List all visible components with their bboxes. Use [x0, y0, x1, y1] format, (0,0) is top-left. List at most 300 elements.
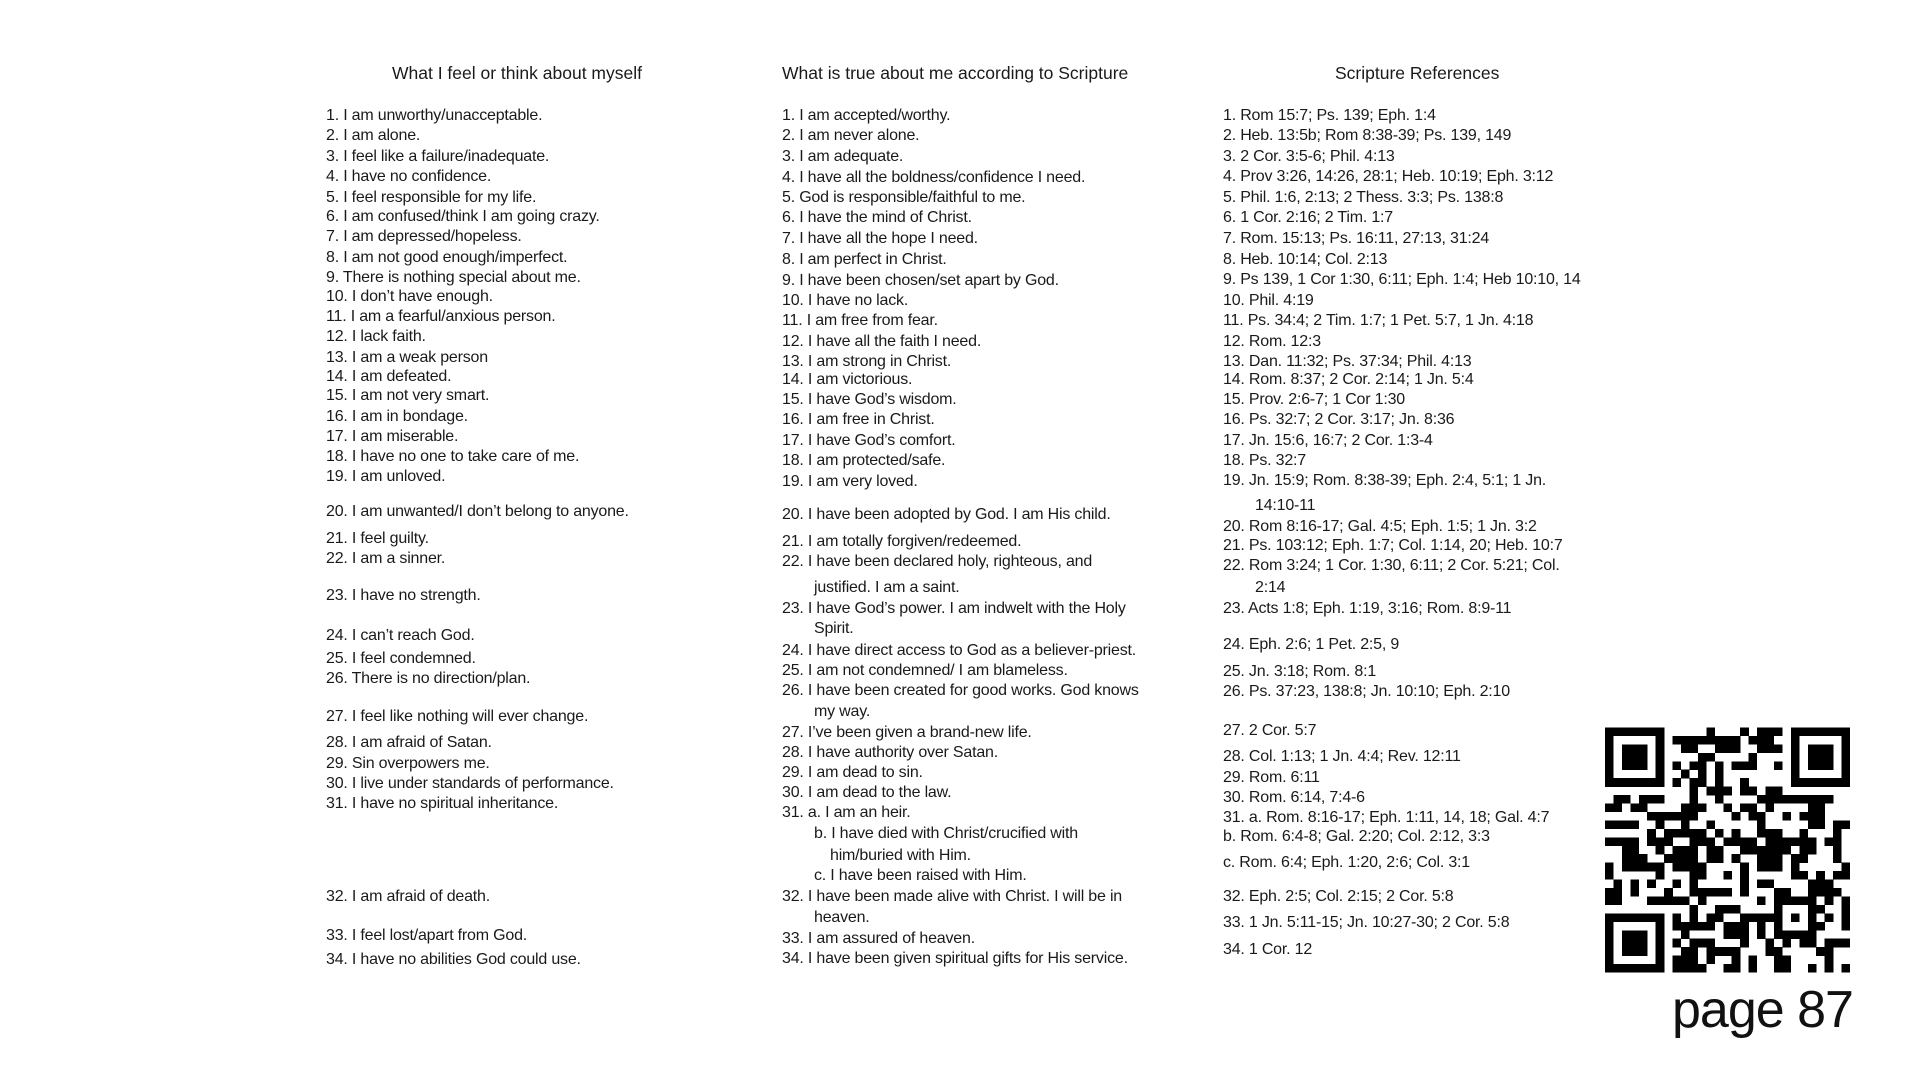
truth-item: 31. a. I am an heir.	[782, 804, 911, 821]
qr-module	[1757, 736, 1766, 745]
qr-module	[1833, 854, 1842, 863]
qr-module	[1605, 947, 1614, 956]
qr-module	[1613, 880, 1622, 889]
truth-item: 9. I have been chosen/set apart by God.	[782, 272, 1059, 289]
qr-module	[1622, 947, 1631, 956]
qr-module	[1816, 804, 1825, 813]
qr-module	[1782, 812, 1791, 821]
qr-module	[1799, 837, 1808, 846]
qr-module	[1740, 880, 1749, 889]
truth-item: 30. I am dead to the law.	[782, 784, 952, 801]
qr-module	[1639, 728, 1648, 737]
reference-item: 31. a. Rom. 8:16-17; Eph. 1:11, 14, 18; Gal. 4:7	[1223, 809, 1550, 826]
truth-item: 6. I have the mind of Christ.	[782, 209, 972, 226]
qr-module	[1664, 854, 1673, 863]
qr-module	[1706, 956, 1715, 965]
reference-item: 8. Heb. 10:14; Col. 2:13	[1223, 251, 1388, 268]
qr-module	[1681, 922, 1690, 931]
qr-module	[1689, 947, 1698, 956]
qr-module	[1630, 939, 1639, 948]
qr-module	[1816, 728, 1825, 737]
qr-module	[1740, 846, 1749, 855]
qr-module	[1639, 778, 1648, 787]
qr-module	[1799, 795, 1808, 804]
qr-module	[1656, 863, 1665, 872]
reference-subitem: b. Rom. 6:4-8; Gal. 2:20; Col. 2:12, 3:3	[1223, 828, 1490, 845]
qr-module	[1656, 896, 1665, 905]
qr-module	[1681, 770, 1690, 779]
reference-item: 29. Rom. 6:11	[1223, 769, 1320, 786]
truth-item: 14. I am victorious.	[782, 371, 913, 388]
qr-module	[1647, 913, 1656, 922]
qr-module	[1740, 761, 1749, 770]
qr-module	[1732, 744, 1741, 753]
reference-item: 12. Rom. 12:3	[1223, 333, 1321, 350]
truth-item: 33. I am assured of heaven.	[782, 930, 975, 947]
qr-module	[1706, 947, 1715, 956]
qr-module	[1791, 744, 1800, 753]
feeling-item: 3. I feel like a failure/inadequate.	[326, 148, 550, 165]
truth-item: 25. I am not condemned/ I am blameless.	[782, 662, 1068, 679]
truth-item: 7. I have all the hope I need.	[782, 230, 978, 247]
qr-module	[1791, 837, 1800, 846]
qr-module	[1808, 930, 1817, 939]
qr-module	[1706, 728, 1715, 737]
qr-module	[1681, 829, 1690, 838]
qr-module	[1723, 787, 1732, 796]
qr-module	[1673, 863, 1682, 872]
qr-module	[1833, 871, 1842, 880]
reference-item: 1. Rom 15:7; Ps. 139; Eph. 1:4	[1223, 107, 1436, 124]
feeling-item: 4. I have no confidence.	[326, 168, 492, 185]
qr-module	[1689, 913, 1698, 922]
qr-module	[1656, 778, 1665, 787]
qr-module	[1622, 939, 1631, 948]
qr-module	[1656, 812, 1665, 821]
qr-module	[1808, 728, 1817, 737]
qr-module	[1732, 964, 1741, 973]
qr-module	[1613, 804, 1622, 813]
feeling-item: 8. I am not good enough/imperfect.	[326, 249, 568, 266]
qr-module	[1749, 761, 1758, 770]
truth-item: 26. I have been created for good works. God knows	[782, 682, 1139, 699]
qr-module	[1613, 913, 1622, 922]
qr-module	[1656, 913, 1665, 922]
qr-module	[1808, 837, 1817, 846]
qr-module	[1630, 820, 1639, 829]
qr-module	[1842, 871, 1850, 880]
qr-module	[1825, 753, 1834, 762]
truth-item-continuation: justified. I am a saint.	[814, 579, 960, 596]
qr-module	[1740, 804, 1749, 813]
qr-module	[1757, 812, 1766, 821]
qr-module	[1723, 744, 1732, 753]
qr-module	[1689, 964, 1698, 973]
qr-module	[1808, 922, 1817, 931]
feeling-item: 34. I have no abilities God could use.	[326, 951, 581, 968]
qr-module	[1647, 837, 1656, 846]
truth-item: 2. I am never alone.	[782, 127, 920, 144]
qr-module	[1732, 956, 1741, 965]
qr-module	[1673, 880, 1682, 889]
feeling-item: 21. I feel guilty.	[326, 530, 429, 547]
qr-module	[1630, 888, 1639, 897]
qr-module	[1689, 905, 1698, 914]
qr-module	[1656, 922, 1665, 931]
reference-item: 25. Jn. 3:18; Rom. 8:1	[1223, 663, 1377, 680]
qr-module	[1791, 871, 1800, 880]
reference-item: 23. Acts 1:8; Eph. 1:19, 3:16; Rom. 8:9-11	[1223, 600, 1512, 617]
qr-module	[1664, 829, 1673, 838]
qr-module	[1605, 939, 1614, 948]
qr-module	[1656, 837, 1665, 846]
qr-module	[1749, 837, 1758, 846]
qr-module	[1715, 888, 1724, 897]
qr-module	[1656, 939, 1665, 948]
qr-module	[1639, 863, 1648, 872]
qr-module	[1749, 913, 1758, 922]
qr-module	[1613, 964, 1622, 973]
qr-module	[1791, 753, 1800, 762]
qr-module	[1842, 744, 1850, 753]
truth-item: 15. I have God’s wisdom.	[782, 391, 957, 408]
qr-module	[1774, 930, 1783, 939]
reference-item: 16. Ps. 32:7; 2 Cor. 3:17; Jn. 8:36	[1223, 411, 1455, 428]
qr-module	[1613, 837, 1622, 846]
qr-module	[1605, 753, 1614, 762]
qr-module	[1825, 761, 1834, 770]
qr-module	[1622, 964, 1631, 973]
qr-module	[1673, 913, 1682, 922]
qr-module	[1791, 761, 1800, 770]
qr-module	[1774, 795, 1783, 804]
qr-module	[1605, 761, 1614, 770]
qr-module	[1816, 922, 1825, 931]
truth-item: 5. God is responsible/faithful to me.	[782, 189, 1026, 206]
qr-module	[1715, 778, 1724, 787]
qr-module	[1799, 939, 1808, 948]
qr-module	[1749, 736, 1758, 745]
qr-module	[1681, 930, 1690, 939]
qr-module	[1825, 964, 1834, 973]
qr-module	[1698, 753, 1707, 762]
reference-item: 27. 2 Cor. 5:7	[1223, 722, 1317, 739]
qr-module	[1706, 888, 1715, 897]
qr-module	[1647, 863, 1656, 872]
qr-module	[1808, 804, 1817, 813]
feeling-item: 22. I am a sinner.	[326, 550, 446, 567]
qr-module	[1630, 837, 1639, 846]
qr-module	[1715, 744, 1724, 753]
qr-module	[1766, 787, 1775, 796]
feeling-item: 9. There is nothing special about me.	[326, 269, 581, 286]
qr-module	[1723, 947, 1732, 956]
qr-module	[1689, 922, 1698, 931]
qr-module	[1698, 736, 1707, 745]
truth-item: 8. I am perfect in Christ.	[782, 251, 947, 268]
qr-module	[1656, 947, 1665, 956]
qr-module	[1605, 736, 1614, 745]
qr-module	[1766, 939, 1775, 948]
qr-module	[1630, 846, 1639, 855]
feeling-item: 15. I am not very smart.	[326, 387, 490, 404]
qr-module	[1842, 905, 1850, 914]
qr-module	[1774, 837, 1783, 846]
qr-module	[1799, 846, 1808, 855]
qr-module	[1639, 930, 1648, 939]
qr-module	[1630, 880, 1639, 889]
qr-module	[1774, 922, 1783, 931]
qr-module	[1613, 778, 1622, 787]
qr-module	[1799, 930, 1808, 939]
feeling-item: 28. I am afraid of Satan.	[326, 734, 492, 751]
qr-module	[1842, 939, 1850, 948]
reference-item: 32. Eph. 2:5; Col. 2:15; 2 Cor. 5:8	[1223, 888, 1454, 905]
qr-module	[1766, 744, 1775, 753]
feeling-item: 13. I am a weak person	[326, 349, 488, 366]
qr-module	[1622, 820, 1631, 829]
qr-module	[1689, 804, 1698, 813]
qr-module	[1698, 804, 1707, 813]
qr-module	[1825, 913, 1834, 922]
qr-module	[1656, 846, 1665, 855]
reference-item: 15. Prov. 2:6-7; 1 Cor 1:30	[1223, 391, 1405, 408]
qr-module	[1639, 753, 1648, 762]
qr-module	[1808, 795, 1817, 804]
qr-module	[1799, 854, 1808, 863]
qr-module	[1647, 896, 1656, 905]
truth-subitem: b. I have died with Christ/crucified with	[814, 825, 1078, 842]
header-references: Scripture References	[1335, 63, 1500, 83]
qr-module	[1833, 846, 1842, 855]
qr-module	[1681, 846, 1690, 855]
qr-module	[1740, 913, 1749, 922]
qr-module	[1613, 888, 1622, 897]
reference-item: 6. 1 Cor. 2:16; 2 Tim. 1:7	[1223, 209, 1394, 226]
reference-item: 17. Jn. 15:6, 16:7; 2 Cor. 1:3-4	[1223, 432, 1433, 449]
qr-module	[1749, 753, 1758, 762]
qr-module	[1647, 728, 1656, 737]
qr-module	[1842, 820, 1850, 829]
qr-module	[1630, 863, 1639, 872]
qr-module	[1681, 744, 1690, 753]
qr-module	[1656, 956, 1665, 965]
qr-module	[1706, 922, 1715, 931]
qr-module	[1782, 896, 1791, 905]
qr-module	[1774, 956, 1783, 965]
qr-module	[1689, 778, 1698, 787]
feeling-item: 14. I am defeated.	[326, 368, 452, 385]
qr-module	[1740, 922, 1749, 931]
truth-item-continuation: heaven.	[814, 909, 870, 926]
qr-module	[1782, 795, 1791, 804]
qr-module	[1774, 905, 1783, 914]
qr-module	[1732, 930, 1741, 939]
feeling-item: 29. Sin overpowers me.	[326, 755, 490, 772]
qr-module	[1706, 736, 1715, 745]
qr-module	[1715, 947, 1724, 956]
qr-module	[1715, 846, 1724, 855]
qr-module	[1639, 804, 1648, 813]
qr-module	[1723, 905, 1732, 914]
truth-item: 12. I have all the faith I need.	[782, 333, 982, 350]
reference-item: 7. Rom. 15:13; Ps. 16:11, 27:13, 31:24	[1223, 230, 1490, 247]
reference-item: 9. Ps 139, 1 Cor 1:30, 6:11; Eph. 1:4; Heb 10:10, 14	[1223, 271, 1581, 288]
qr-module	[1723, 888, 1732, 897]
qr-module	[1656, 820, 1665, 829]
qr-module	[1749, 787, 1758, 796]
qr-module	[1816, 871, 1825, 880]
qr-module	[1774, 761, 1783, 770]
qr-module	[1622, 837, 1631, 846]
qr-module	[1706, 787, 1715, 796]
feeling-item: 10. I don’t have enough.	[326, 288, 493, 305]
truth-item: 18. I am protected/safe.	[782, 452, 946, 469]
feeling-item: 30. I live under standards of performance.	[326, 775, 614, 792]
qr-module	[1605, 863, 1614, 872]
qr-module	[1613, 728, 1622, 737]
qr-module	[1749, 846, 1758, 855]
qr-module	[1622, 728, 1631, 737]
reference-item: 11. Ps. 34:4; 2 Tim. 1:7; 1 Pet. 5:7, 1 Jn. 4:18	[1223, 312, 1534, 329]
qr-module	[1715, 829, 1724, 838]
qr-module	[1774, 913, 1783, 922]
qr-module	[1740, 888, 1749, 897]
qr-module	[1647, 880, 1656, 889]
qr-module	[1673, 964, 1682, 973]
qr-module	[1732, 812, 1741, 821]
qr-module	[1647, 795, 1656, 804]
qr-module	[1647, 964, 1656, 973]
qr-module	[1647, 829, 1656, 838]
reference-item: 28. Col. 1:13; 1 Jn. 4:4; Rev. 12:11	[1223, 748, 1461, 765]
qr-module	[1605, 930, 1614, 939]
qr-module	[1825, 888, 1834, 897]
qr-module	[1605, 896, 1614, 905]
qr-module	[1689, 837, 1698, 846]
qr-module	[1689, 854, 1698, 863]
qr-module	[1723, 804, 1732, 813]
feeling-item: 5. I feel responsible for my life.	[326, 189, 537, 206]
qr-module	[1833, 829, 1842, 838]
qr-module	[1706, 820, 1715, 829]
qr-module	[1816, 795, 1825, 804]
qr-module	[1656, 736, 1665, 745]
qr-module	[1664, 812, 1673, 821]
qr-module	[1766, 795, 1775, 804]
qr-module	[1757, 795, 1766, 804]
qr-module	[1639, 795, 1648, 804]
feeling-item: 6. I am confused/think I am going crazy.	[326, 208, 600, 225]
qr-module	[1706, 854, 1715, 863]
qr-module	[1698, 922, 1707, 931]
qr-module	[1757, 922, 1766, 931]
qr-module	[1681, 854, 1690, 863]
qr-module	[1605, 778, 1614, 787]
qr-module	[1630, 930, 1639, 939]
qr-module	[1681, 863, 1690, 872]
truth-subitem: c. I have been raised with Him.	[814, 867, 1027, 884]
qr-module	[1622, 761, 1631, 770]
qr-module	[1825, 744, 1834, 753]
qr-module	[1799, 728, 1808, 737]
header-feelings: What I feel or think about myself	[392, 63, 642, 83]
truth-item: 4. I have all the boldness/confidence I need.	[782, 169, 1086, 186]
qr-module	[1740, 728, 1749, 737]
qr-module	[1791, 854, 1800, 863]
feeling-item: 7. I am depressed/hopeless.	[326, 228, 522, 245]
qr-module	[1782, 888, 1791, 897]
qr-module	[1630, 744, 1639, 753]
truth-item: 34. I have been given spiritual gifts for His service.	[782, 950, 1128, 967]
qr-module	[1698, 837, 1707, 846]
qr-module	[1842, 913, 1850, 922]
qr-module	[1799, 871, 1808, 880]
qr-module	[1825, 837, 1834, 846]
qr-module	[1698, 829, 1707, 838]
qr-module	[1799, 778, 1808, 787]
qr-module	[1825, 947, 1834, 956]
feeling-item: 17. I am miserable.	[326, 428, 459, 445]
qr-module	[1833, 820, 1842, 829]
qr-module	[1723, 922, 1732, 931]
qr-module	[1774, 964, 1783, 973]
truth-item: 28. I have authority over Satan.	[782, 744, 998, 761]
qr-module	[1698, 761, 1707, 770]
qr-module	[1816, 905, 1825, 914]
qr-module	[1605, 956, 1614, 965]
truth-item: 21. I am totally forgiven/redeemed.	[782, 533, 1022, 550]
truth-item: 17. I have God’s comfort.	[782, 432, 956, 449]
qr-module	[1740, 939, 1749, 948]
qr-module	[1791, 770, 1800, 779]
reference-item-continuation: 14:10-11	[1255, 497, 1316, 514]
qr-module	[1622, 846, 1631, 855]
qr-module	[1774, 787, 1783, 796]
qr-module	[1842, 863, 1850, 872]
qr-module	[1639, 913, 1648, 922]
qr-module	[1825, 728, 1834, 737]
qr-module	[1622, 778, 1631, 787]
qr-module	[1698, 770, 1707, 779]
feeling-item: 26. There is no direction/plan.	[326, 670, 531, 687]
qr-module	[1825, 778, 1834, 787]
feeling-item: 18. I have no one to take care of me.	[326, 448, 580, 465]
qr-module	[1732, 905, 1741, 914]
qr-module	[1689, 736, 1698, 745]
qr-module	[1749, 964, 1758, 973]
truth-item: 19. I am very loved.	[782, 473, 918, 490]
qr-module	[1673, 846, 1682, 855]
qr-module	[1673, 956, 1682, 965]
feeling-item: 12. I lack faith.	[326, 328, 426, 345]
qr-module	[1622, 753, 1631, 762]
qr-module	[1630, 947, 1639, 956]
reference-item: 13. Dan. 11:32; Ps. 37:34; Phil. 4:13	[1223, 353, 1472, 370]
reference-item: 19. Jn. 15:9; Rom. 8:38-39; Eph. 2:4, 5:1; 1 Jn.	[1223, 472, 1547, 489]
qr-module	[1715, 770, 1724, 779]
qr-module	[1689, 956, 1698, 965]
qr-module	[1605, 728, 1614, 737]
qr-module	[1766, 854, 1775, 863]
qr-module	[1732, 837, 1741, 846]
qr-module	[1774, 863, 1783, 872]
qr-module	[1673, 854, 1682, 863]
qr-module	[1715, 795, 1724, 804]
qr-module	[1715, 913, 1724, 922]
qr-module	[1613, 795, 1622, 804]
qr-module	[1766, 728, 1775, 737]
